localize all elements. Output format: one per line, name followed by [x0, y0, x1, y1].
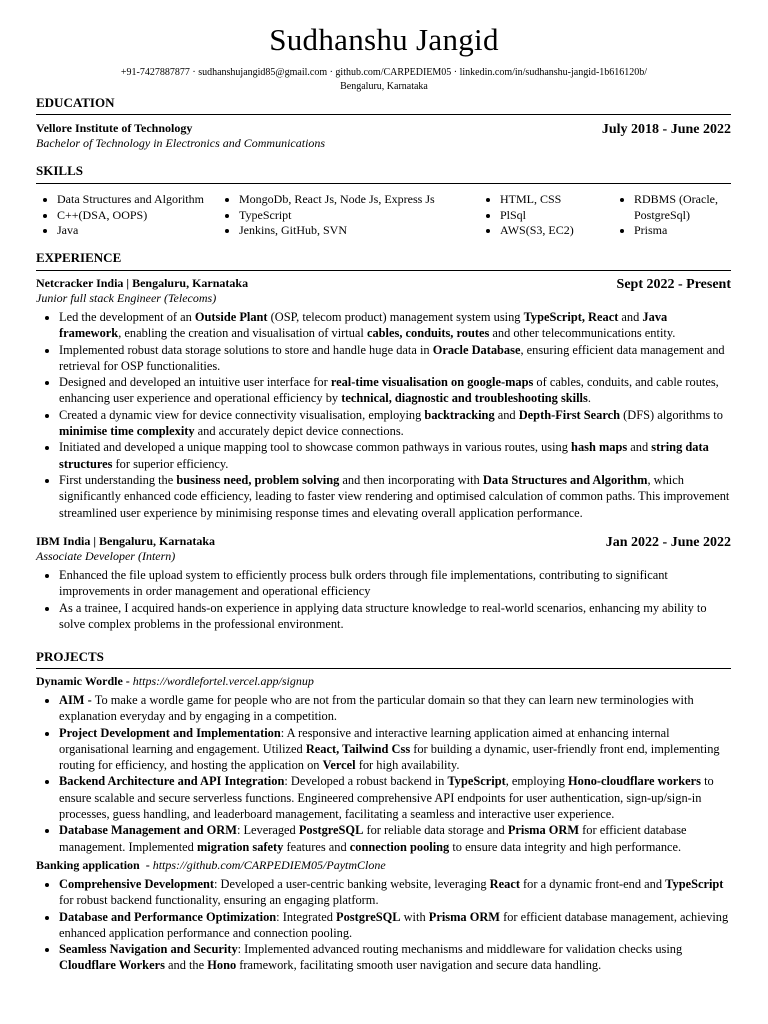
- section-divider: [36, 183, 731, 184]
- text: : Implemented advanced routing mechanisms and middleware for validation checks using: [237, 942, 683, 957]
- text: of cables, conduits, and cable routes, enhancing user experience and operational efficiency by: [59, 375, 719, 406]
- skill-item: • PlSql: [500, 208, 630, 224]
- text: , employing: [505, 774, 569, 789]
- bold-text: PostgreSQL: [298, 823, 364, 838]
- skill-item: • C++(DSA, OOPS): [57, 208, 237, 224]
- bold-text: Java framework: [59, 310, 668, 341]
- project-separator: -: [122, 674, 133, 688]
- bold-text: hash maps: [571, 440, 628, 455]
- bold-text: connection pooling: [349, 839, 450, 854]
- skills-column-3: [481, 192, 630, 239]
- bold-text: Database Management and ORM: [59, 823, 237, 838]
- bold-text: Data Structures and Algorithm: [482, 472, 648, 487]
- bold-text: Prisma ORM: [428, 909, 500, 924]
- skill-item: • MongoDb, React Js, Node Js, Express Js: [239, 192, 499, 208]
- text: for efficient database management. Implemented: [59, 823, 687, 854]
- bullet-item: [59, 876, 731, 909]
- text: : Developed a robust backend in: [284, 774, 448, 789]
- bullet-item: [59, 822, 731, 855]
- education-institution: Vellore Institute of Technology: [36, 121, 193, 135]
- text: To make a wordle game for people who are not from the particular domain so that they can learn new terminologies with explanation everyday and by engaging in a competition.: [59, 693, 694, 724]
- text: for efficient database management, achieving enhanced application performance and connection pooling.: [59, 909, 729, 940]
- bold-text: Cloudflare Workers: [59, 958, 165, 973]
- bold-text: Backend Architecture and API Integration: [59, 774, 285, 789]
- text: Enhanced the file upload system to efficiently process bulk orders through file implementations, contributing to significant improvements in order management and operational efficiency: [59, 568, 668, 599]
- text: (DFS) algorithms to: [620, 407, 723, 422]
- skill-item: • Java: [57, 223, 237, 239]
- education-degree: Bachelor of Technology in Electronics and Communications: [36, 136, 326, 150]
- skills-column-1: [38, 192, 237, 239]
- bold-text: TypeScript: [447, 774, 506, 789]
- skill-item: • Jenkins, GitHub, SVN: [239, 223, 499, 239]
- bold-text: TypeScript, React: [523, 310, 619, 324]
- bold-text: Hono: [207, 958, 237, 973]
- text: features and: [283, 839, 350, 854]
- text: Initiated and developed a unique mapping tool to showcase common pathways in various routes, using: [59, 440, 572, 455]
- skill-item: • Prisma: [634, 223, 754, 239]
- text: , enabling the creation and visualisation of virtual: [118, 326, 367, 341]
- bold-text: minimise time complexity: [59, 424, 195, 439]
- job-role: Associate Developer (Intern): [36, 549, 176, 563]
- education-heading: EDUCATION: [36, 95, 115, 110]
- bold-text: technical, diagnostic and troubleshooting skills: [341, 391, 588, 406]
- bold-text: business need, problem solving: [176, 472, 340, 487]
- text: : Integrated: [276, 909, 337, 924]
- section-divider: [36, 114, 731, 115]
- job-role: Junior full stack Engineer (Telecoms): [36, 291, 217, 305]
- project-link[interactable]: https://wordlefortel.vercel.app/signup: [132, 674, 314, 688]
- bullet-item: [59, 374, 731, 407]
- job-company: IBM India | Bengaluru, Karnataka: [36, 534, 216, 548]
- project-link[interactable]: https://github.com/CARPEDIEM05/PaytmClone: [152, 858, 386, 872]
- job-bullets: [36, 309, 731, 521]
- contact-info: [0, 66, 768, 94]
- location: Bengaluru, Karnataka: [340, 81, 428, 92]
- text: First understanding the: [59, 472, 177, 487]
- bullet-item: [59, 600, 731, 633]
- bold-text: Prisma ORM: [507, 823, 580, 838]
- text: and: [618, 310, 643, 324]
- text: to ensure data integrity and high performance.: [449, 839, 682, 854]
- text: and the: [164, 958, 208, 973]
- text: : A responsive and interactive learning application aimed at enhancing internal organisational learning and engagement. Utilized: [59, 725, 670, 756]
- projects-heading: PROJECTS: [36, 649, 104, 664]
- bold-text: Comprehensive Development: [59, 877, 214, 891]
- bullet-item: [59, 941, 731, 974]
- bold-text: cables, conduits, routes: [366, 326, 490, 341]
- text: and: [494, 407, 519, 422]
- text: for a dynamic front-end and: [519, 877, 666, 891]
- text: Designed and developed an intuitive user interface for: [59, 375, 331, 390]
- skill-item: • TypeScript: [239, 208, 499, 224]
- bold-text: Database and Performance Optimization: [59, 909, 277, 924]
- bold-text: React: [489, 877, 520, 891]
- text: : Developed a user-centric banking website, leveraging: [213, 877, 490, 891]
- education-dates: July 2018 - June 2022: [601, 122, 731, 137]
- project-separator: -: [139, 858, 153, 872]
- bold-text: Depth-First Search: [518, 407, 621, 422]
- skill-item: • RDBMS (Oracle, PostgreSql): [634, 192, 754, 223]
- bold-text: real-time visualisation on google-maps: [330, 375, 534, 390]
- job-bullets: [36, 567, 731, 632]
- text: and: [627, 440, 652, 455]
- bold-text: Vercel: [322, 758, 356, 773]
- text: (OSP, telecom product) management system using: [267, 310, 524, 324]
- bold-text: React, Tailwind Css: [305, 741, 411, 756]
- text: Created a dynamic view for device connectivity visualisation, employing: [59, 407, 425, 422]
- text: , which significantly enhanced code efficiency, leading to faster view rendering and optimised calculation of common paths. This improvement streamlined user experience by minimising response times and elevating overall application performance.: [59, 472, 730, 520]
- text: As a trainee, I acquired hands-on experience in applying data structure knowledge to real-world scenarios, enhancing my ability to solve complex problems in the professional environment.: [59, 600, 707, 631]
- text: framework, facilitating smooth user navigation and secure data handling.: [236, 958, 602, 973]
- bold-text: TypeScript: [665, 877, 724, 891]
- text: for reliable data storage and: [363, 823, 508, 838]
- text: .: [587, 391, 591, 406]
- bullet-item: [59, 725, 731, 774]
- text: , ensuring efficient data management and retrieval for OSP functionalities.: [59, 342, 725, 373]
- bullet-item: [59, 909, 731, 942]
- bold-text: Outside Plant: [194, 310, 268, 324]
- text: for high availability.: [355, 758, 460, 773]
- bold-text: string data structures: [59, 440, 709, 471]
- text: and accurately depict device connections.: [194, 424, 404, 439]
- skills-heading: SKILLS: [36, 163, 83, 178]
- skill-item: • AWS(S3, EC2): [500, 223, 630, 239]
- project-bullets: [36, 876, 731, 974]
- bold-text: Oracle Database: [432, 342, 521, 357]
- skill-item: • HTML, CSS: [500, 192, 630, 208]
- text: Implemented robust data storage solutions to store and handle huge data in: [59, 342, 433, 357]
- text: with: [400, 909, 429, 924]
- bullet-item: [59, 773, 731, 822]
- text: for superior efficiency.: [112, 456, 229, 471]
- text: and other telecommunications entity.: [489, 326, 676, 341]
- job-dates: Sept 2022 - Present: [616, 277, 731, 292]
- text: Led the development of an: [59, 310, 195, 324]
- text: : Leveraged: [236, 823, 299, 838]
- bold-text: migration safety: [196, 839, 284, 854]
- text: to ensure scalable and secure serverless functions. Engineered comprehensive API endpoints for user authentication, sign-up/sign-in processes, guess handling, and leaderboard management, facilitating a seamless and interactive user experience.: [59, 774, 714, 822]
- bold-text: Seamless Navigation and Security: [59, 942, 238, 957]
- bullet-item: [59, 309, 731, 342]
- contact-line: +91-7427887877 · sudhanshujangid85@gmail.com · github.com/CARPEDIEM05 · linkedin.com/in/sudhanshu-jangid-1b616120b/: [120, 67, 648, 78]
- bold-text: backtracking: [424, 407, 495, 422]
- project-title: Dynamic Wordle: [36, 674, 123, 688]
- bullet-item: [59, 342, 731, 375]
- text: for robust backend functionality, ensuring an engaging platform.: [59, 893, 379, 908]
- skill-item: • Data Structures and Algorithm: [57, 192, 237, 208]
- bullet-item: [59, 407, 731, 440]
- bold-text: PostgreSQL: [336, 909, 401, 924]
- text: for building a dynamic, user-friendly front end, implementing routing for efficiency, and hosting the application on: [59, 741, 720, 773]
- candidate-name: Sudhanshu Jangid: [269, 22, 499, 57]
- skills-column-2: [220, 192, 499, 239]
- bullet-item: [59, 439, 731, 472]
- project-title-line: [36, 674, 731, 689]
- bold-text: Hono-cloudflare workers: [568, 774, 701, 789]
- bullet-item: [59, 567, 731, 600]
- bold-text: AIM -: [59, 693, 95, 707]
- project-bullets: [36, 692, 731, 855]
- bullet-item: [59, 692, 731, 725]
- project-title: Banking application: [36, 858, 140, 872]
- experience-heading: EXPERIENCE: [36, 250, 122, 265]
- skills-column-4: [615, 192, 754, 239]
- text: and then incorporating with: [339, 472, 483, 487]
- job-company: Netcracker India | Bengaluru, Karnataka: [36, 276, 249, 290]
- section-divider: [36, 270, 731, 271]
- bold-text: Project Development and Implementation: [59, 725, 281, 740]
- job-dates: Jan 2022 - June 2022: [605, 535, 731, 550]
- project-title-line: [36, 858, 731, 873]
- section-divider: [36, 668, 731, 669]
- bullet-item: [59, 472, 731, 521]
